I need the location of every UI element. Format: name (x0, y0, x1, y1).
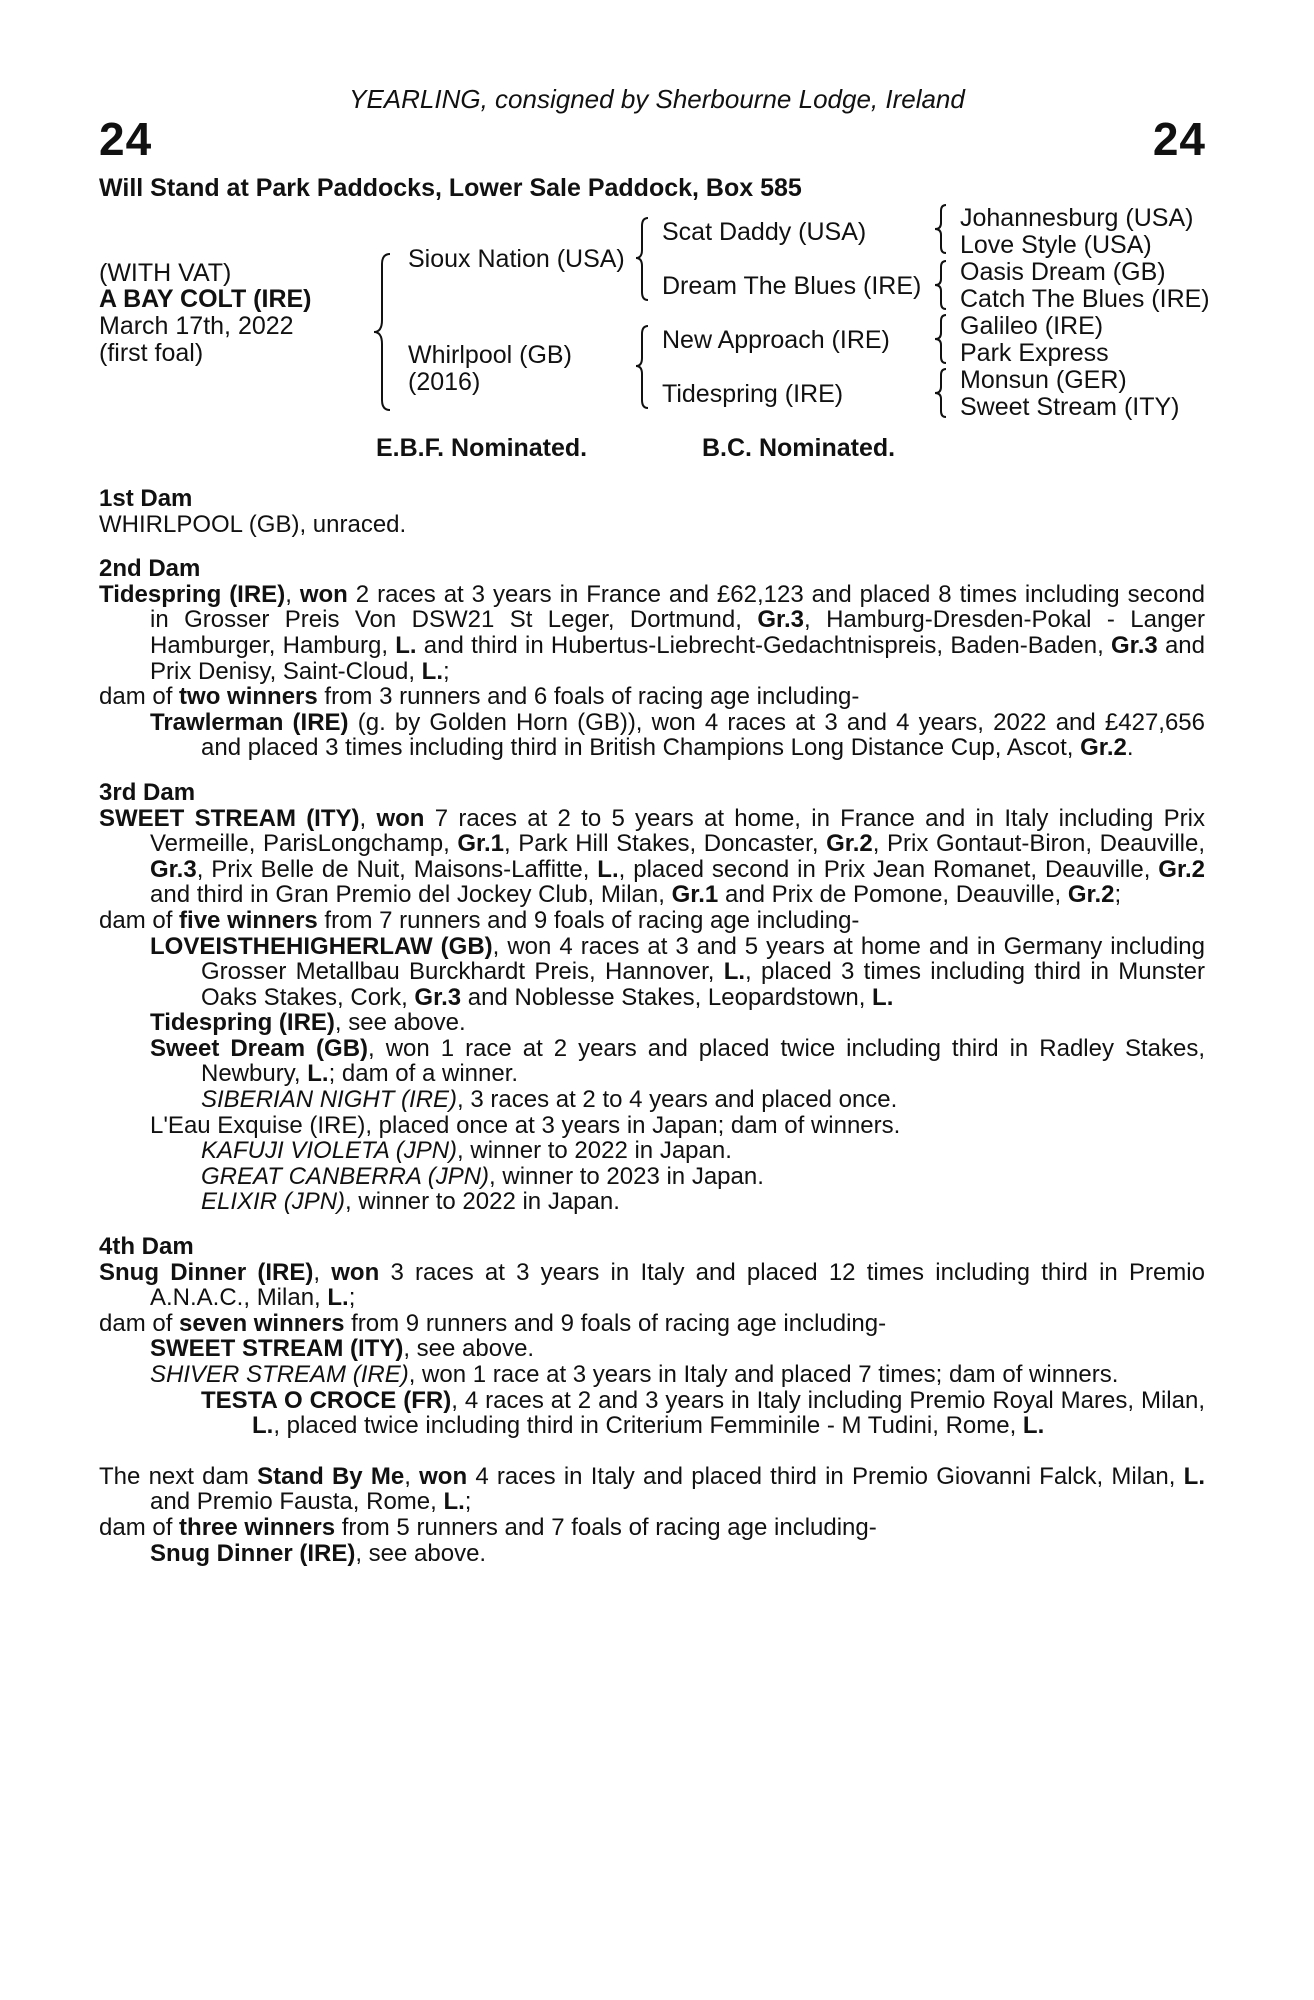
pedigree-sire-dam: Dream The Blues (IRE) (662, 272, 922, 300)
lot-number-left: 24 (99, 113, 153, 165)
first-dam-text: WHIRLPOOL (GB), unraced. (99, 510, 407, 538)
third-dam-entry: SWEET STREAM (ITY), won 7 races at 2 to 5 years at home, in France and in Italy including Prix Vermeille, ParisLongchamp, Gr.1, Park Hill Stakes, Doncaster, Gr.2, Prix Gontaut-Biron, Deauville, Gr.3, Prix Belle de Nuit, Maisons-Laffitte, L., placed second in Prix Jean Romanet, Deauville, Gr.2 and third in Gran Premio del Jockey Club, Milan, Gr.1 and Prix de Pomone, Deauville, Gr.2; (99, 804, 1206, 909)
fourth-dam-produce-entry: SHIVER STREAM (IRE), won 1 race at 3 years in Italy and placed 7 times; dam of winners. (150, 1361, 1119, 1388)
second-dam-heading: 2nd Dam (99, 555, 201, 583)
pedigree-ds-sire: Galileo (IRE) (960, 312, 1104, 340)
pedigree-sire: Sioux Nation (USA) (408, 245, 625, 273)
stand-location: Will Stand at Park Paddocks, Lower Sale Paddock, Box 585 (99, 174, 802, 202)
third-dam-heading: 3rd Dam (99, 778, 196, 806)
foal-note: (first foal) (99, 339, 204, 367)
next-dam-produce-entry: Snug Dinner (IRE), see above. (150, 1539, 487, 1567)
pedigree-dam-year: (2016) (408, 368, 481, 396)
lot-name: A BAY COLT (IRE) (99, 285, 312, 313)
grandproduce-entry: KAFUJI VIOLETA (JPN), winner to 2022 in Japan. (201, 1137, 732, 1165)
pedigree-brace-sd (930, 258, 952, 312)
fourth-dam-entry: Snug Dinner (IRE), won 3 races at 3 years in Italy and placed 12 times including third in Premio A.N.A.C., Milan, L.; (99, 1258, 1205, 1312)
pedigree-ds-dam: Park Express (960, 339, 1109, 367)
second-dam-entry: Tidespring (IRE), won 2 races at 3 years in France and £62,123 and placed 8 times including second in Grosser Preis Von DSW21 St Leger, Dortmund, Gr.3, Hamburg-Dresden-Pokal - Langer Hamburger, Hamburg, L. and third in Hubertus-Liebrecht-Gedachtnispreis, Baden-Baden, Gr.3 and Prix Denisy, Saint-Cloud, L.; (99, 580, 1206, 685)
fourth-dam-grandproduce-entry: TESTA O CROCE (FR), 4 races at 2 and 3 years in Italy including Premio Royal Mares, Milan, L., placed twice including third in Criterium Femminile - M Tudini, Rome, L. (201, 1386, 1205, 1440)
next-dam-entry: The next dam Stand By Me, won 4 races in Italy and placed third in Premio Giovanni Falck, Milan, L. and Premio Fausta, Rome, L.; (99, 1462, 1205, 1516)
pedigree-sire-sire: Scat Daddy (USA) (662, 218, 867, 246)
pedigree-dam-sire: New Approach (IRE) (662, 326, 890, 354)
pedigree-brace-ds (930, 312, 952, 366)
bc-nomination: B.C. Nominated. (702, 434, 896, 462)
pedigree-ss-sire: Johannesburg (USA) (960, 204, 1194, 232)
catalogue-body (99, 486, 1205, 1566)
pedigree-ss-dam: Love Style (USA) (960, 231, 1152, 259)
next-dam-produce-summary: dam of three winners from 5 runners and 7 foals of racing age including- (99, 1513, 877, 1541)
foaling-date: March 17th, 2022 (99, 312, 294, 340)
pedigree-dam: Whirlpool (GB) (408, 341, 572, 369)
vat-note: (WITH VAT) (99, 259, 232, 287)
pedigree-brace-ss (930, 202, 952, 256)
third-dam-produce-entry: L'Eau Exquise (IRE), placed once at 3 years in Japan; dam of winners. (150, 1111, 901, 1139)
lot-number-right: 24 (1152, 113, 1206, 165)
grandproduce-entry: ELIXIR (JPN), winner to 2022 in Japan. (201, 1188, 620, 1216)
pedigree-brace-dd (930, 366, 952, 420)
pedigree-dd-dam: Sweet Stream (ITY) (960, 393, 1180, 421)
third-dam-produce-entry: LOVEISTHEHIGHERLAW (GB), won 4 races at 3 and 5 years at home and in Germany including Grosser Metallbau Burckhardt Preis, Hannover, L., placed 3 times including third in Munster Oaks Stakes, Cork, Gr.3 and Noblesse Stakes, Leopardstown, L. (150, 932, 1205, 1011)
grandproduce-entry: SIBERIAN NIGHT (IRE), 3 races at 2 to 4 years and placed once. (201, 1086, 898, 1114)
pedigree-brace-main (368, 250, 398, 415)
pedigree-dam-dam: Tidespring (IRE) (662, 380, 844, 408)
ebf-nomination: E.B.F. Nominated. (376, 434, 588, 462)
third-dam-produce-summary: dam of five winners from 7 runners and 9 foals of racing age including- (99, 906, 860, 934)
pedigree-sd-sire: Oasis Dream (GB) (960, 258, 1166, 286)
fourth-dam-produce-summary: dam of seven winners from 9 runners and 9 foals of racing age including- (99, 1309, 887, 1337)
pedigree-brace-sire (630, 214, 654, 306)
pedigree-dd-sire: Monsun (GER) (960, 366, 1127, 394)
consignor-subtitle: YEARLING, consigned by Sherbourne Lodge, Ireland (349, 84, 965, 114)
fourth-dam-produce-entry: SWEET STREAM (ITY), see above. (150, 1335, 535, 1363)
grandproduce-entry: GREAT CANBERRA (JPN), winner to 2023 in Japan. (201, 1162, 764, 1190)
pedigree-brace-dam (630, 322, 654, 414)
third-dam-produce-entry: Tidespring (IRE), see above. (150, 1009, 466, 1037)
pedigree-sd-dam: Catch The Blues (IRE) (960, 285, 1210, 313)
second-dam-produce-entry: Trawlerman (IRE) (g. by Golden Horn (GB)), won 4 races at 3 and 4 years, 2022 and £427,656 and placed 3 times including third in British Champions Long Distance Cup, Ascot, Gr.2. (150, 708, 1205, 762)
third-dam-produce-entry: Sweet Dream (GB), won 1 race at 2 years and placed twice including third in Radley Stakes, Newbury, L.; dam of a winner. (150, 1034, 1205, 1088)
first-dam-heading: 1st Dam (99, 485, 193, 512)
second-dam-produce-summary: dam of two winners from 3 runners and 6 foals of racing age including- (99, 683, 860, 711)
fourth-dam-heading: 4th Dam (99, 1233, 194, 1261)
